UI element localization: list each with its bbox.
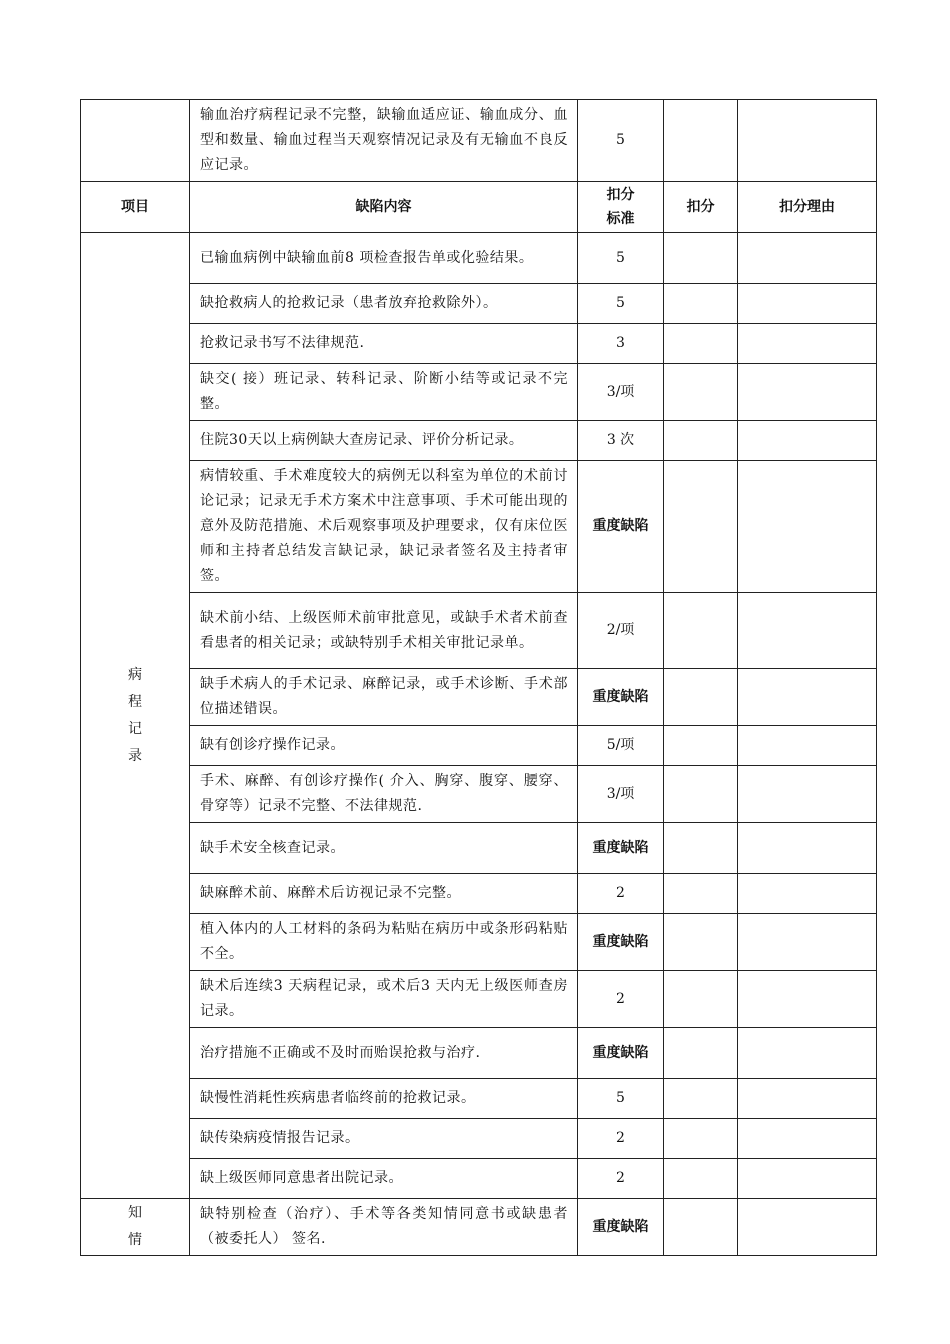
defect-content: 缺术前小结、上级医师术前审批意见，或缺手术者术前查看患者的相关记录；或缺特别手术相关审批记录单。 — [190, 593, 578, 669]
defect-content: 缺麻醉术前、麻醉术后访视记录不完整。 — [190, 874, 578, 914]
deduction-standard: 5 — [578, 284, 664, 324]
reason-cell[interactable] — [738, 669, 877, 726]
deduction-cell[interactable] — [664, 1199, 738, 1256]
deduction-cell[interactable] — [664, 421, 738, 461]
header-standard: 扣分 标准 — [578, 182, 664, 233]
defect-content: 缺术后连续3 天病程记录，或术后3 天内无上级医师查房记录。 — [190, 971, 578, 1028]
reason-cell[interactable] — [738, 593, 877, 669]
deduction-standard: 3 — [578, 324, 664, 364]
defect-content: 治疗措施不正确或不及时而贻误抢救与治疗. — [190, 1028, 578, 1079]
table-row — [81, 971, 877, 1028]
deduction-standard: 5 — [578, 100, 664, 182]
deduction-cell[interactable] — [664, 233, 738, 284]
table-row — [81, 100, 877, 182]
deduction-table — [80, 99, 877, 1256]
table-row — [81, 1079, 877, 1119]
deduction-standard: 2 — [578, 874, 664, 914]
empty-cell — [81, 100, 190, 182]
deduction-cell[interactable] — [664, 874, 738, 914]
reason-cell[interactable] — [738, 914, 877, 971]
reason-cell[interactable] — [738, 823, 877, 874]
table-row — [81, 669, 877, 726]
defect-content: 缺有创诊疗操作记录。 — [190, 726, 578, 766]
deduction-standard: 5/项 — [578, 726, 664, 766]
reason-cell[interactable] — [738, 100, 877, 182]
header-deduct: 扣分 — [664, 182, 738, 233]
table-row — [81, 1159, 877, 1199]
reason-cell[interactable] — [738, 874, 877, 914]
defect-content: 缺上级医师同意患者出院记录。 — [190, 1159, 578, 1199]
deduction-standard: 重度缺陷 — [578, 1199, 664, 1256]
category-progress-notes: 病 程 记 录 — [81, 233, 190, 1199]
table-row — [81, 364, 877, 421]
deduction-cell[interactable] — [664, 1079, 738, 1119]
defect-content: 植入体内的人工材料的条码为粘贴在病历中或条形码粘贴不全。 — [190, 914, 578, 971]
table-row — [81, 874, 877, 914]
deduction-standard: 2/项 — [578, 593, 664, 669]
deduction-standard: 重度缺陷 — [578, 914, 664, 971]
table-row — [81, 914, 877, 971]
deduction-cell[interactable] — [664, 461, 738, 593]
defect-content: 病情较重、手术难度较大的病例无以科室为单位的术前讨论记录；记录无手术方案术中注意事项、手术可能出现的意外及防范措施、术后观察事项及护理要求，仅有床位医师和主持者总结发言缺记录，缺记录者签名及主持者审签。 — [190, 461, 578, 593]
reason-cell[interactable] — [738, 971, 877, 1028]
reason-cell[interactable] — [738, 766, 877, 823]
table-row — [81, 421, 877, 461]
defect-content: 抢救记录书写不法律规范. — [190, 324, 578, 364]
table-row — [81, 766, 877, 823]
reason-cell[interactable] — [738, 364, 877, 421]
deduction-cell[interactable] — [664, 1119, 738, 1159]
defect-content: 缺手术安全核查记录。 — [190, 823, 578, 874]
deduction-standard: 3/项 — [578, 766, 664, 823]
defect-content: 缺交( 接）班记录、转科记录、阶断小结等或记录不完整。 — [190, 364, 578, 421]
reason-cell[interactable] — [738, 284, 877, 324]
deduction-standard: 5 — [578, 233, 664, 284]
defect-content: 已输血病例中缺输血前8 项检查报告单或化验结果。 — [190, 233, 578, 284]
reason-cell[interactable] — [738, 1028, 877, 1079]
defect-content: 手术、麻醉、有创诊疗操作( 介入、胸穿、腹穿、腰穿、骨穿等）记录不完整、不法律规范. — [190, 766, 578, 823]
table-row — [81, 1119, 877, 1159]
table-row — [81, 1028, 877, 1079]
table-row — [81, 1199, 877, 1256]
defect-content: 输血治疗病程记录不完整，缺输血适应证、输血成分、血型和数量、输血过程当天观察情况记录及有无输血不良反应记录。 — [190, 100, 578, 182]
deduction-cell[interactable] — [664, 593, 738, 669]
reason-cell[interactable] — [738, 1079, 877, 1119]
deduction-cell[interactable] — [664, 971, 738, 1028]
table-row — [81, 233, 877, 284]
deduction-standard: 2 — [578, 971, 664, 1028]
deduction-cell[interactable] — [664, 669, 738, 726]
deduction-standard: 重度缺陷 — [578, 669, 664, 726]
deduction-standard: 重度缺陷 — [578, 461, 664, 593]
table-row — [81, 726, 877, 766]
category-informed-consent: 知 情 — [81, 1199, 190, 1256]
header-content: 缺陷内容 — [190, 182, 578, 233]
deduction-cell[interactable] — [664, 726, 738, 766]
deduction-standard: 3/项 — [578, 364, 664, 421]
deduction-standard: 2 — [578, 1159, 664, 1199]
deduction-standard: 重度缺陷 — [578, 1028, 664, 1079]
table-header-row — [81, 182, 877, 233]
deduction-cell[interactable] — [664, 823, 738, 874]
deduction-cell[interactable] — [664, 914, 738, 971]
deduction-cell[interactable] — [664, 364, 738, 421]
reason-cell[interactable] — [738, 233, 877, 284]
reason-cell[interactable] — [738, 421, 877, 461]
deduction-standard: 重度缺陷 — [578, 823, 664, 874]
defect-content: 缺特别检查（治疗）、手术等各类知情同意书或缺患者（被委托人） 签名. — [190, 1199, 578, 1256]
deduction-cell[interactable] — [664, 1028, 738, 1079]
table-row — [81, 324, 877, 364]
table-row — [81, 823, 877, 874]
deduction-standard: 5 — [578, 1079, 664, 1119]
deduction-standard: 3 次 — [578, 421, 664, 461]
reason-cell[interactable] — [738, 461, 877, 593]
deduction-standard: 2 — [578, 1119, 664, 1159]
defect-content: 缺传染病疫情报告记录。 — [190, 1119, 578, 1159]
header-project: 项目 — [81, 182, 190, 233]
defect-content: 缺慢性消耗性疾病患者临终前的抢救记录。 — [190, 1079, 578, 1119]
table-row — [81, 284, 877, 324]
reason-cell[interactable] — [738, 1159, 877, 1199]
reason-cell[interactable] — [738, 726, 877, 766]
deduction-cell[interactable] — [664, 100, 738, 182]
defect-content: 缺手术病人的手术记录、麻醉记录，或手术诊断、手术部位描述错误。 — [190, 669, 578, 726]
defect-content: 住院30天以上病例缺大查房记录、评价分析记录。 — [190, 421, 578, 461]
deduction-cell[interactable] — [664, 324, 738, 364]
reason-cell[interactable] — [738, 1199, 877, 1256]
table-row — [81, 593, 877, 669]
table-row — [81, 461, 877, 593]
reason-cell[interactable] — [738, 1119, 877, 1159]
deduction-cell[interactable] — [664, 1159, 738, 1199]
header-reason: 扣分理由 — [738, 182, 877, 233]
deduction-cell[interactable] — [664, 284, 738, 324]
defect-content: 缺抢救病人的抢救记录（患者放弃抢救除外）。 — [190, 284, 578, 324]
reason-cell[interactable] — [738, 324, 877, 364]
deduction-cell[interactable] — [664, 766, 738, 823]
